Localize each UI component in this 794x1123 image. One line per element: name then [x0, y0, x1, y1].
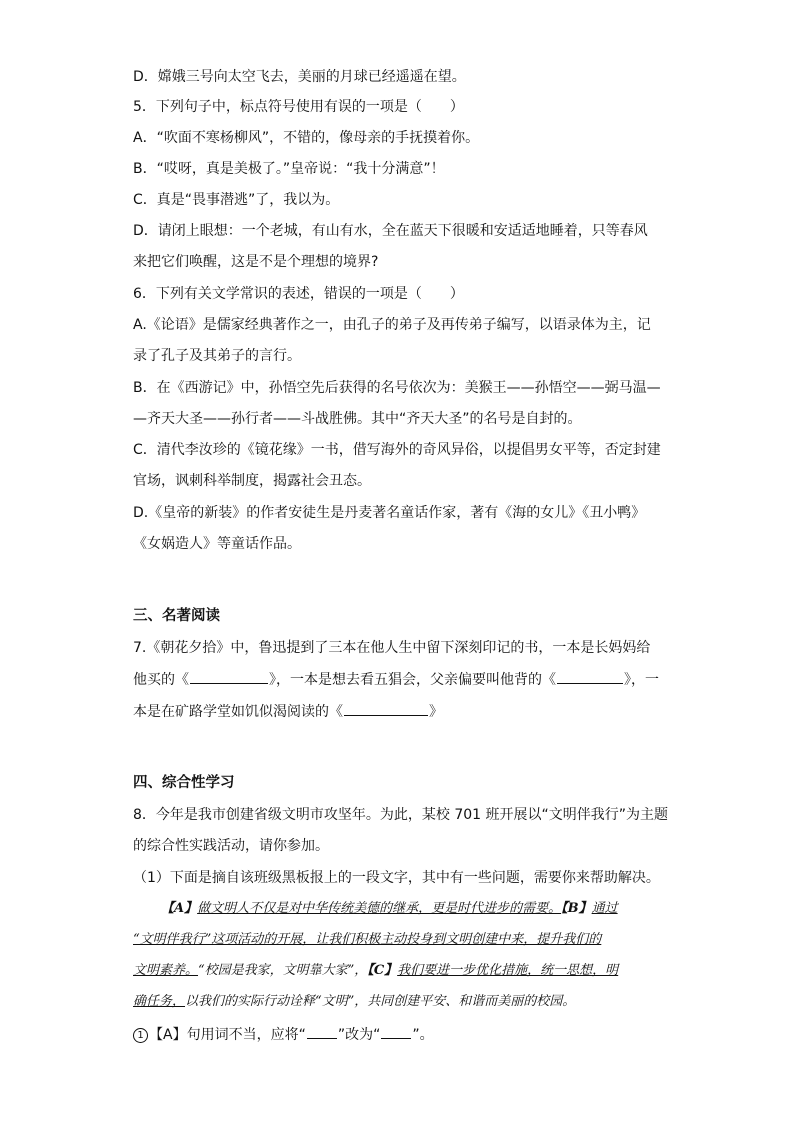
option-d-q5-line2: 来把它们唤醒，这是不是个理想的境界? [133, 254, 379, 270]
passage-line-1 [161, 899, 618, 919]
question-8-line2: 的综合性实践活动，请你参加。 [133, 838, 329, 854]
q7-text: 》，一 [624, 672, 659, 688]
passage-text: 做文明人不仅是对中华传统美德的继承，更是时代进步的需要。 [197, 901, 562, 916]
passage-line-4 [133, 992, 575, 1012]
q7-text: 本是在矿路学堂如饥似渴阅读的《 [133, 704, 343, 720]
sub-q-text: ”。 [412, 1027, 434, 1043]
option-a-q6-line2: 录了孔子及其弟子的言行。 [133, 348, 301, 364]
tag-b: 【B】 [561, 901, 592, 916]
passage-line-2 [133, 930, 601, 950]
option-d-q6-line2: 《女娲造人》等童话作品。 [133, 536, 301, 552]
q7-text: 》 [429, 704, 443, 720]
passage-text: 通过 [591, 901, 618, 916]
question-5: 5．下列句子中，标点符号使用有误的一项是（ ） [133, 99, 464, 115]
sub-q-text: 【A】句用词不当，应将“ [149, 1027, 306, 1043]
option-d-q4: D．嫦娥三号向太空飞去，美丽的月球已经遥遥在望。 [133, 69, 466, 85]
passage-text: 我们要进一步优化措施，统一思想，明 [397, 963, 619, 978]
q7-text: 他买的《 [133, 672, 189, 688]
question-7-line3 [133, 701, 443, 722]
question-6: 6．下列有关文学常识的表述，错误的一项是（ ） [133, 286, 464, 302]
answer-blank-4[interactable] [307, 1024, 337, 1039]
passage-text: 以我们的实际行动诠释“文明”，共同创建平安、和谐而美丽的校园。 [185, 994, 576, 1009]
answer-blank-2[interactable] [557, 669, 623, 684]
sub-question-1 [133, 1024, 434, 1045]
option-b-q6-line1: B．在《西游记》中，孙悟空先后获得的名号依次为：美猴王——孙悟空——弼马温— [133, 380, 661, 396]
answer-blank-3[interactable] [344, 701, 428, 716]
question-8-line1: 8．今年是我市创建省级文明市攻坚年。为此，某校 701 班开展以“文明伴我行”为主题 [133, 807, 669, 823]
passage-text: “文明伴我行”这项活动的开展，让我们积极主动投身到文明创建中来，提升我们的 [133, 932, 602, 947]
question-8-sub1: （1）下面是摘自该班级黑板报上的一段文字，其中有一些问题，需要你来帮助解决。 [133, 870, 660, 886]
option-c-q6-line1: C．清代李汝珍的《镜花缘》一书，借写海外的奇风异俗，以提倡男女平等，否定封建 [133, 442, 661, 458]
option-a-q6-line1: A.《论语》是儒家经典著作之一，由孔子的弟子及再传弟子编写，以语录体为主，记 [133, 317, 651, 333]
option-d-q5-line1: D．请闭上眼想：一个老城，有山有水，全在蓝天下很暖和安适适地睡着，只等春风 [133, 223, 648, 239]
sub-q-text: ”改为“ [337, 1027, 381, 1043]
question-7-line2 [133, 669, 659, 690]
option-b-q6-line2: —齐天大圣——孙行者——斗战胜佛。其中“齐天大圣”的名号是自封的。 [133, 411, 582, 427]
option-d-q6-line1: D.《皇帝的新装》的作者安徒生是丹麦著名童话作家，著有《海的女儿》《丑小鸭》 [133, 505, 646, 521]
section-heading-4: 四、综合性学习 [133, 775, 235, 791]
option-b-q5: B．“哎呀，真是美极了。”皇帝说：“我十分满意”！ [133, 161, 445, 177]
answer-blank-5[interactable] [381, 1024, 411, 1039]
circled-number-icon: 1 [133, 1028, 148, 1043]
answer-blank-1[interactable] [190, 669, 268, 684]
option-c-q6-line2: 官场，讽刺科举制度，揭露社会丑态。 [133, 473, 371, 489]
tag-a: 【A】 [161, 901, 198, 916]
option-a-q5: A．“吹面不寒杨柳风”，不错的，像母亲的手抚摸着你。 [133, 130, 480, 146]
option-c-q5: C．真是“畏事潜逃”了，我以为。 [133, 192, 340, 208]
section-heading-3: 三、名著阅读 [133, 608, 220, 624]
passage-text: 确任务， [133, 994, 186, 1009]
question-7-line1: 7.《朝花夕拾》中，鲁迅提到了三本在他人生中留下深刻印记的书，一本是长妈妈给 [133, 640, 651, 656]
passage-text: 文明素养。 [133, 963, 199, 978]
passage-text: “校园是我家，文明靠大家”， [198, 963, 368, 978]
q7-text: 》，一本是想去看五猖会，父亲偏要叫他背的《 [269, 672, 556, 688]
tag-c: 【C】 [367, 963, 398, 978]
passage-line-3 [133, 961, 618, 981]
